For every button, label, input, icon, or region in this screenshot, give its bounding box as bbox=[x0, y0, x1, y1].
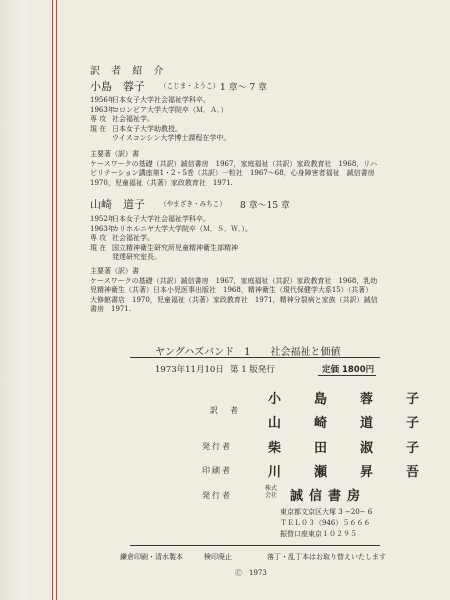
works-line: ケースワークの基礎（共訳）誠信書房 1967，家庭福祉（共訳）家政教育社 1968，リハ bbox=[90, 159, 378, 168]
works-line: 書房 1971. bbox=[90, 305, 132, 313]
issuer-label: 発行者 bbox=[202, 491, 232, 500]
replacement-notice: 落丁・乱丁本はお取り替えいたします bbox=[267, 553, 386, 561]
edition-label: 第 1 版発行 bbox=[230, 365, 275, 375]
translator-1-works bbox=[90, 150, 377, 188]
translator-2-name: 山崎 道子 bbox=[90, 198, 145, 211]
price: 定価 1800円 bbox=[322, 365, 375, 375]
section-title: 訳 者 紹 介 bbox=[90, 66, 168, 77]
copyright: Ⓒ 1973 bbox=[235, 569, 267, 577]
works-header: 主要著（訳）書 bbox=[90, 267, 139, 275]
price-underline bbox=[318, 375, 376, 376]
publisher-name: 柴 田 淑 子 bbox=[268, 441, 430, 456]
translator-1-chapters: 1 章〜 7 章 bbox=[220, 83, 268, 93]
colophon-page bbox=[90, 0, 450, 600]
translator-2-works bbox=[90, 267, 378, 315]
printer-name: 川 瀬 昇 吾 bbox=[268, 465, 430, 480]
works-header: 主要著（訳）書 bbox=[90, 150, 139, 158]
works-line: 1970，児童福祉（共著）家政教育社 1971. bbox=[90, 178, 233, 187]
works-line: 児精神衛生（共著）日本小児医事出版社 1968，精神衛生（現代保健学大系15）（共著） bbox=[90, 286, 373, 294]
bio-line: 専 攻 社会福祉学。 bbox=[90, 115, 154, 123]
publisher-address: 東京都文京区大塚 3 −20− 6 bbox=[280, 508, 373, 516]
bio-line: 専 攻 社会福祉学。 bbox=[90, 234, 154, 242]
bio-line: 現 在 国立精神衛生研究所児童精神衛生部精神 bbox=[90, 243, 238, 252]
book-spine-shadow bbox=[0, 0, 26, 600]
rule-bottom bbox=[130, 545, 380, 546]
bio-line: 発達研究室長。 bbox=[112, 253, 161, 261]
publisher-company: 誠信書房 bbox=[290, 489, 367, 504]
works-line: 大修館書店 1970，児童福祉（共著）家政教育社 1971，精神分裂病と家族（共訳）誠信 bbox=[90, 295, 378, 304]
bio-line: 現 在 日本女子大学助教授。 bbox=[90, 124, 182, 133]
publisher-tel: ＴＥＬ０３（946）５６６６ bbox=[280, 519, 371, 527]
company-type-mark: 株式 会社 bbox=[265, 485, 278, 499]
translator-2-bio bbox=[90, 215, 252, 263]
bio-line: 1952年日本女子大学社会福祉学科卒。 bbox=[90, 215, 210, 223]
bio-line: 1956年日本女子大学社会福祉学科卒。 bbox=[90, 96, 210, 104]
rule-top bbox=[130, 357, 380, 358]
works-line: ケースワークの基礎（共訳）誠信書房 1967，家庭福祉（共訳）家政教育社 1968，乳幼 bbox=[90, 276, 378, 285]
printer-label: 印刷者 bbox=[202, 466, 232, 475]
transfer-account: 振替口座東京１０２９５ bbox=[280, 530, 357, 538]
translator-1-name: 小島 蓉子 bbox=[90, 80, 145, 93]
translator-2-chapters: 8 章〜15 章 bbox=[240, 201, 290, 211]
bio-line: ウイスコンシン大学博士課程在学中。 bbox=[112, 134, 231, 142]
translator-2-reading: （やまざき・みちこ） bbox=[160, 200, 226, 208]
translator-1-reading: （こじま・ようこ） bbox=[160, 82, 220, 90]
publication-date: 1973年11月10日 bbox=[155, 365, 224, 375]
translator-1-bio bbox=[90, 96, 230, 144]
red-margin-line-inner bbox=[56, 0, 57, 600]
book-title-line: ヤングハズバンド 1 社会福祉と価値 bbox=[155, 347, 341, 358]
publisher-label: 発行者 bbox=[202, 442, 232, 451]
translators-label: 訳 者 bbox=[210, 406, 240, 415]
printing-info: 鎌倉印刷・清水製本 検印廃止 bbox=[120, 553, 232, 561]
translator-name-2: 山 崎 道 子 bbox=[268, 416, 430, 431]
bio-line: 1963年コロンビア大学大学院卒（Ｍ．Ａ．） bbox=[90, 105, 228, 114]
bio-line: 1963年カリホルニヤ大学大学院卒（Ｍ．Ｓ．Ｗ．）。 bbox=[90, 224, 252, 233]
works-line: ビリテーション講座第1・2・5巻（共訳）一粒社 1967〜68，心身障害者福祉 誠信書房 bbox=[90, 169, 375, 177]
red-margin-line bbox=[52, 0, 53, 600]
translator-name-1: 小 島 蓉 子 bbox=[268, 392, 430, 407]
